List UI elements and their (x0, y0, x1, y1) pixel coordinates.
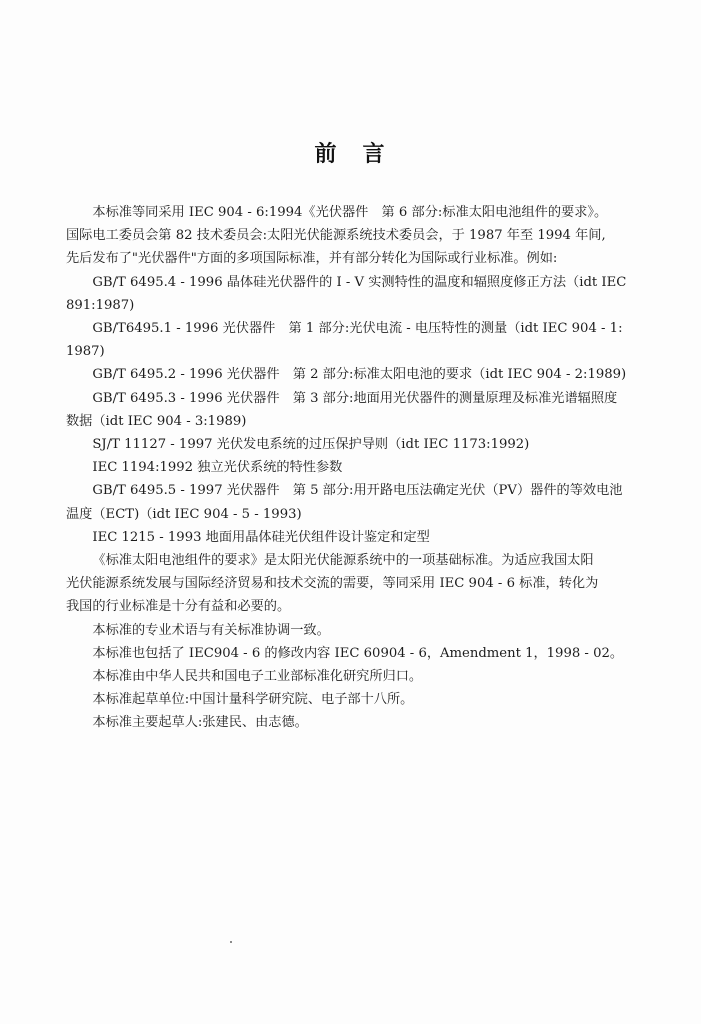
text-line: 本标准等同采用 IEC 904 - 6:1994《光伏器件 第 6 部分:标准太阳电池组件的要求》。 (92, 205, 608, 220)
page-title: 前 言 (314, 142, 387, 167)
text-line: 1987) (66, 344, 105, 360)
text-line: 本标准主要起草人:张建民、由志德。 (92, 715, 308, 731)
scan-speck (230, 941, 232, 943)
text-line: 本标准由中华人民共和国电子工业部标准化研究所归口。 (92, 669, 423, 685)
text-line: GB/T 6495.2 - 1996 光伏器件 第 2 部分:标准太阳电池的要求（idt IEC 904 - 2:1989) (92, 367, 627, 383)
text-line: GB/T 6495.3 - 1996 光伏器件 第 3 部分:地面用光伏器件的测量原理及标准光谱辐照度 (92, 390, 618, 406)
text-line: 我国的行业标准是十分有益和必要的。 (66, 599, 291, 615)
text-line: 先后发布了"光伏器件"方面的多项国际标准，并有部分转化为国际或行业标准。例如: (66, 251, 558, 267)
text-line: 光伏能源系统发展与国际经济贸易和技术交流的需要，等同采用 IEC 904 - 6 标准，转化为 (66, 576, 599, 592)
text-line: GB/T 6495.5 - 1997 光伏器件 第 5 部分:用开路电压法确定光伏（PV）器件的等效电池 (92, 483, 623, 499)
document-body (66, 201, 670, 735)
text-line: 本标准起草单位:中国计量科学研究院、电子部十八所。 (92, 692, 414, 708)
text-line: 国际电工委员会第 82 技术委员会:太阳光伏能源系统技术委员会，于 1987 年至 1994 年间, (66, 228, 606, 244)
text-line: GB/T6495.1 - 1996 光伏器件 第 1 部分:光伏电流 - 电压特性的测量（idt IEC 904 - 1: (92, 321, 623, 337)
text-line: 本标准的专业术语与有关标准协调一致。 (92, 622, 330, 638)
text-line: 数据（idt IEC 904 - 3:1989) (66, 413, 247, 429)
text-line: IEC 1194:1992 独立光伏系统的特性参数 (92, 460, 343, 476)
text-line: SJ/T 11127 - 1997 光伏发电系统的过压保护导则（idt IEC 1173:1992) (92, 437, 530, 453)
text-line: 本标准也包括了 IEC904 - 6 的修改内容 IEC 60904 - 6，Amendment 1，1998 - 02。 (92, 645, 624, 661)
text-line: IEC 1215 - 1993 地面用晶体硅光伏组件设计鉴定和定型 (92, 529, 430, 545)
text-line: 温度（ECT)（idt IEC 904 - 5 - 1993) (66, 506, 302, 522)
text-line: GB/T 6495.4 - 1996 晶体硅光伏器件的 I - V 实测特性的温度和辐照度修正方法（idt IEC (92, 274, 627, 290)
text-line: 《标准太阳电池组件的要求》是太阳光伏能源系统中的一项基础标准。为适应我国太阳 (92, 553, 594, 569)
text-line: 891:1987) (66, 297, 135, 313)
